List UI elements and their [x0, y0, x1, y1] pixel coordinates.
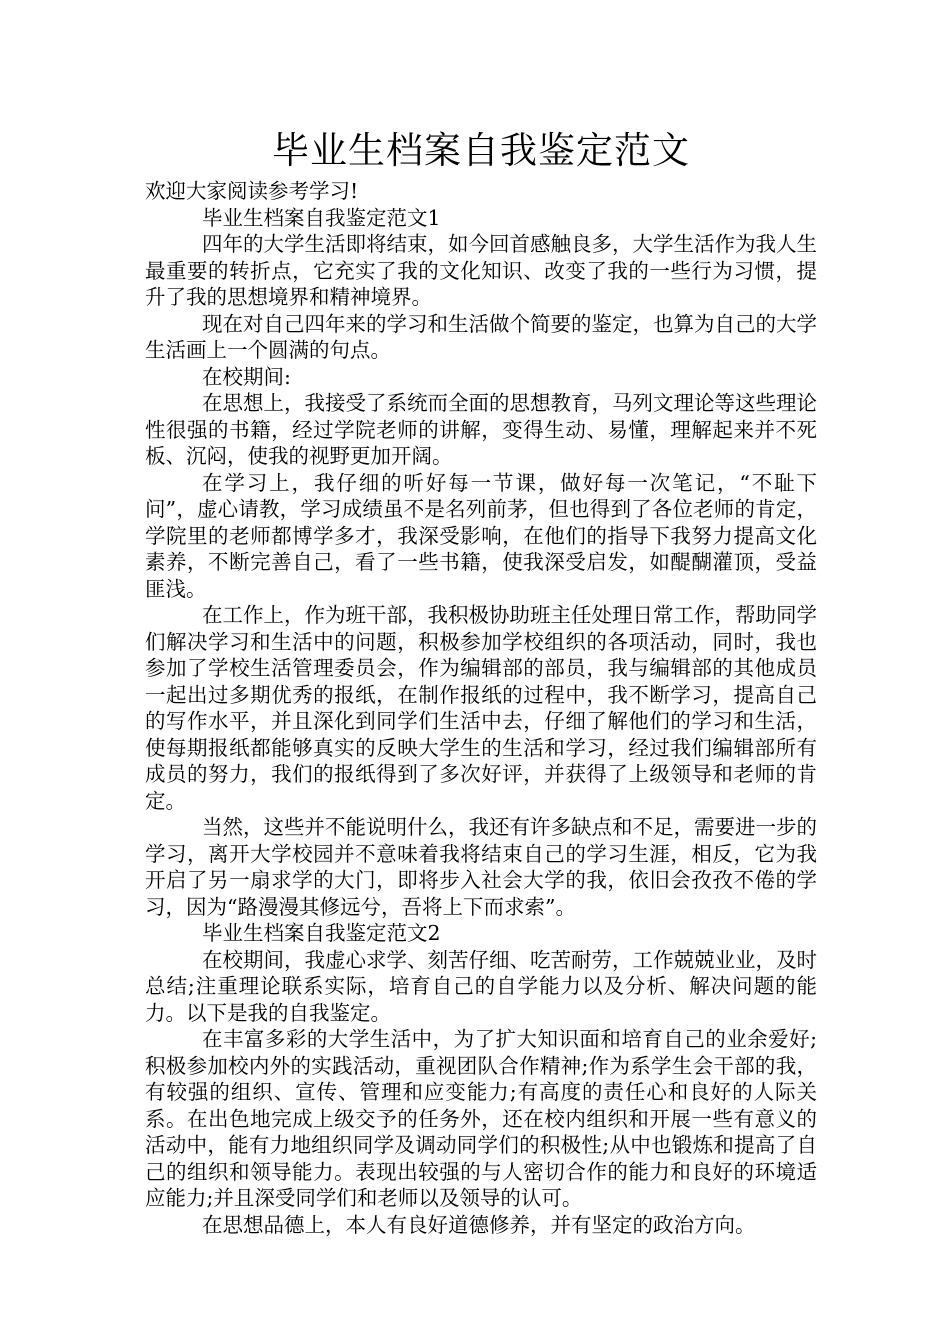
paragraph: 在丰富多彩的大学生活中，为了扩大知识面和培育自己的业余爱好;积极参加校内外的实践活动，重视团队合作精神;作为系学生会干部的我，有较强的组织、宣传、管理和应变能力;有高度的责任心和良好的人际关系。在出色地完成上级交予的任务外，还在校内组织和开展一些有意义的活动中，能有力地组织同学及调动同学们的积极性;从中也锻炼和提高了自己的组织和领导能力。表现出较强的与人密切合作的能力和良好的环境适应能力;并且深受同学们和老师以及领导的认可。: [145, 1027, 817, 1210]
document-title: 毕业生档案自我鉴定范文: [272, 129, 690, 172]
paragraph: 在思想品德上，本人有良好道德修养，并有坚定的政治方向。: [202, 1212, 756, 1237]
section-heading: 毕业生档案自我鉴定范文2: [202, 921, 441, 945]
paragraph: 在思想上，我接受了系统而全面的思想教育，马列文理论等这些理论性很强的书籍，经过学院老师的讲解，变得生动、易懂，理解起来并不死板、沉闷，使我的视野更加开阔。: [145, 391, 817, 468]
document-body: [145, 178, 817, 1238]
paragraph: 在校期间，我虚心求学、刻苦仔细、吃苦耐劳，工作兢兢业业，及时总结;注重理论联系实际，培育自己的自学能力以及分析、解决问题的能力。以下是我的自我鉴定。: [145, 947, 817, 1025]
paragraph: 在工作上，作为班干部，我积极协助班主任处理日常工作，帮助同学们解决学习和生活中的问题，积极参加学校组织的各项活动，同时，我也参加了学校生活管理委员会，作为编辑部的部员，我与编辑部的其他成员一起出过多期优秀的报纸，在制作报纸的过程中，我不断学习，提高自己的写作水平，并且深化到同学们生活中去，仔细了解他们的学习和生活，使每期报纸都能够真实的反映大学生的生活和学习，经过我们编辑部所有成员的努力，我们的报纸得到了多次好评，并获得了上级领导和老师的肯定。: [145, 603, 817, 813]
paragraph: 现在对自己四年来的学习和生活做个简要的鉴定，也算为自己的大学生活画上一个圆满的句点。: [145, 311, 817, 362]
section-heading: 毕业生档案自我鉴定范文1: [202, 205, 441, 230]
paragraph: 在校期间:: [202, 364, 291, 389]
paragraph: 当然，这些并不能说明什么，我还有许多缺点和不足，需要进一步的学习，离开大学校园并不意味着我将结束自己的学习生涯，相反，它为我开启了另一扇求学的大门，即将步入社会大学的我，依旧会孜孜不倦的学习，因为“路漫漫其修远兮，吾将上下而求索”。: [145, 815, 817, 919]
paragraph: 欢迎大家阅读参考学习!: [145, 179, 359, 203]
paragraph: 四年的大学生活即将结束，如今回首感触良多，大学生活作为我人生最重要的转折点，它充实了我的文化知识、改变了我的一些行为习惯，提升了我的思想境界和精神境界。: [145, 232, 817, 309]
paragraph: 在学习上，我仔细的听好每一节课，做好每一次笔记，“不耻下问”，虚心请教，学习成绩虽不是名列前茅，但也得到了各位老师的肯定，学院里的老师都博学多才，我深受影响，在他们的指导下我努力提高文化素养，不断完善自己，看了一些书籍，使我深受启发，如醍醐灌顶，受益匪浅。: [145, 470, 817, 601]
